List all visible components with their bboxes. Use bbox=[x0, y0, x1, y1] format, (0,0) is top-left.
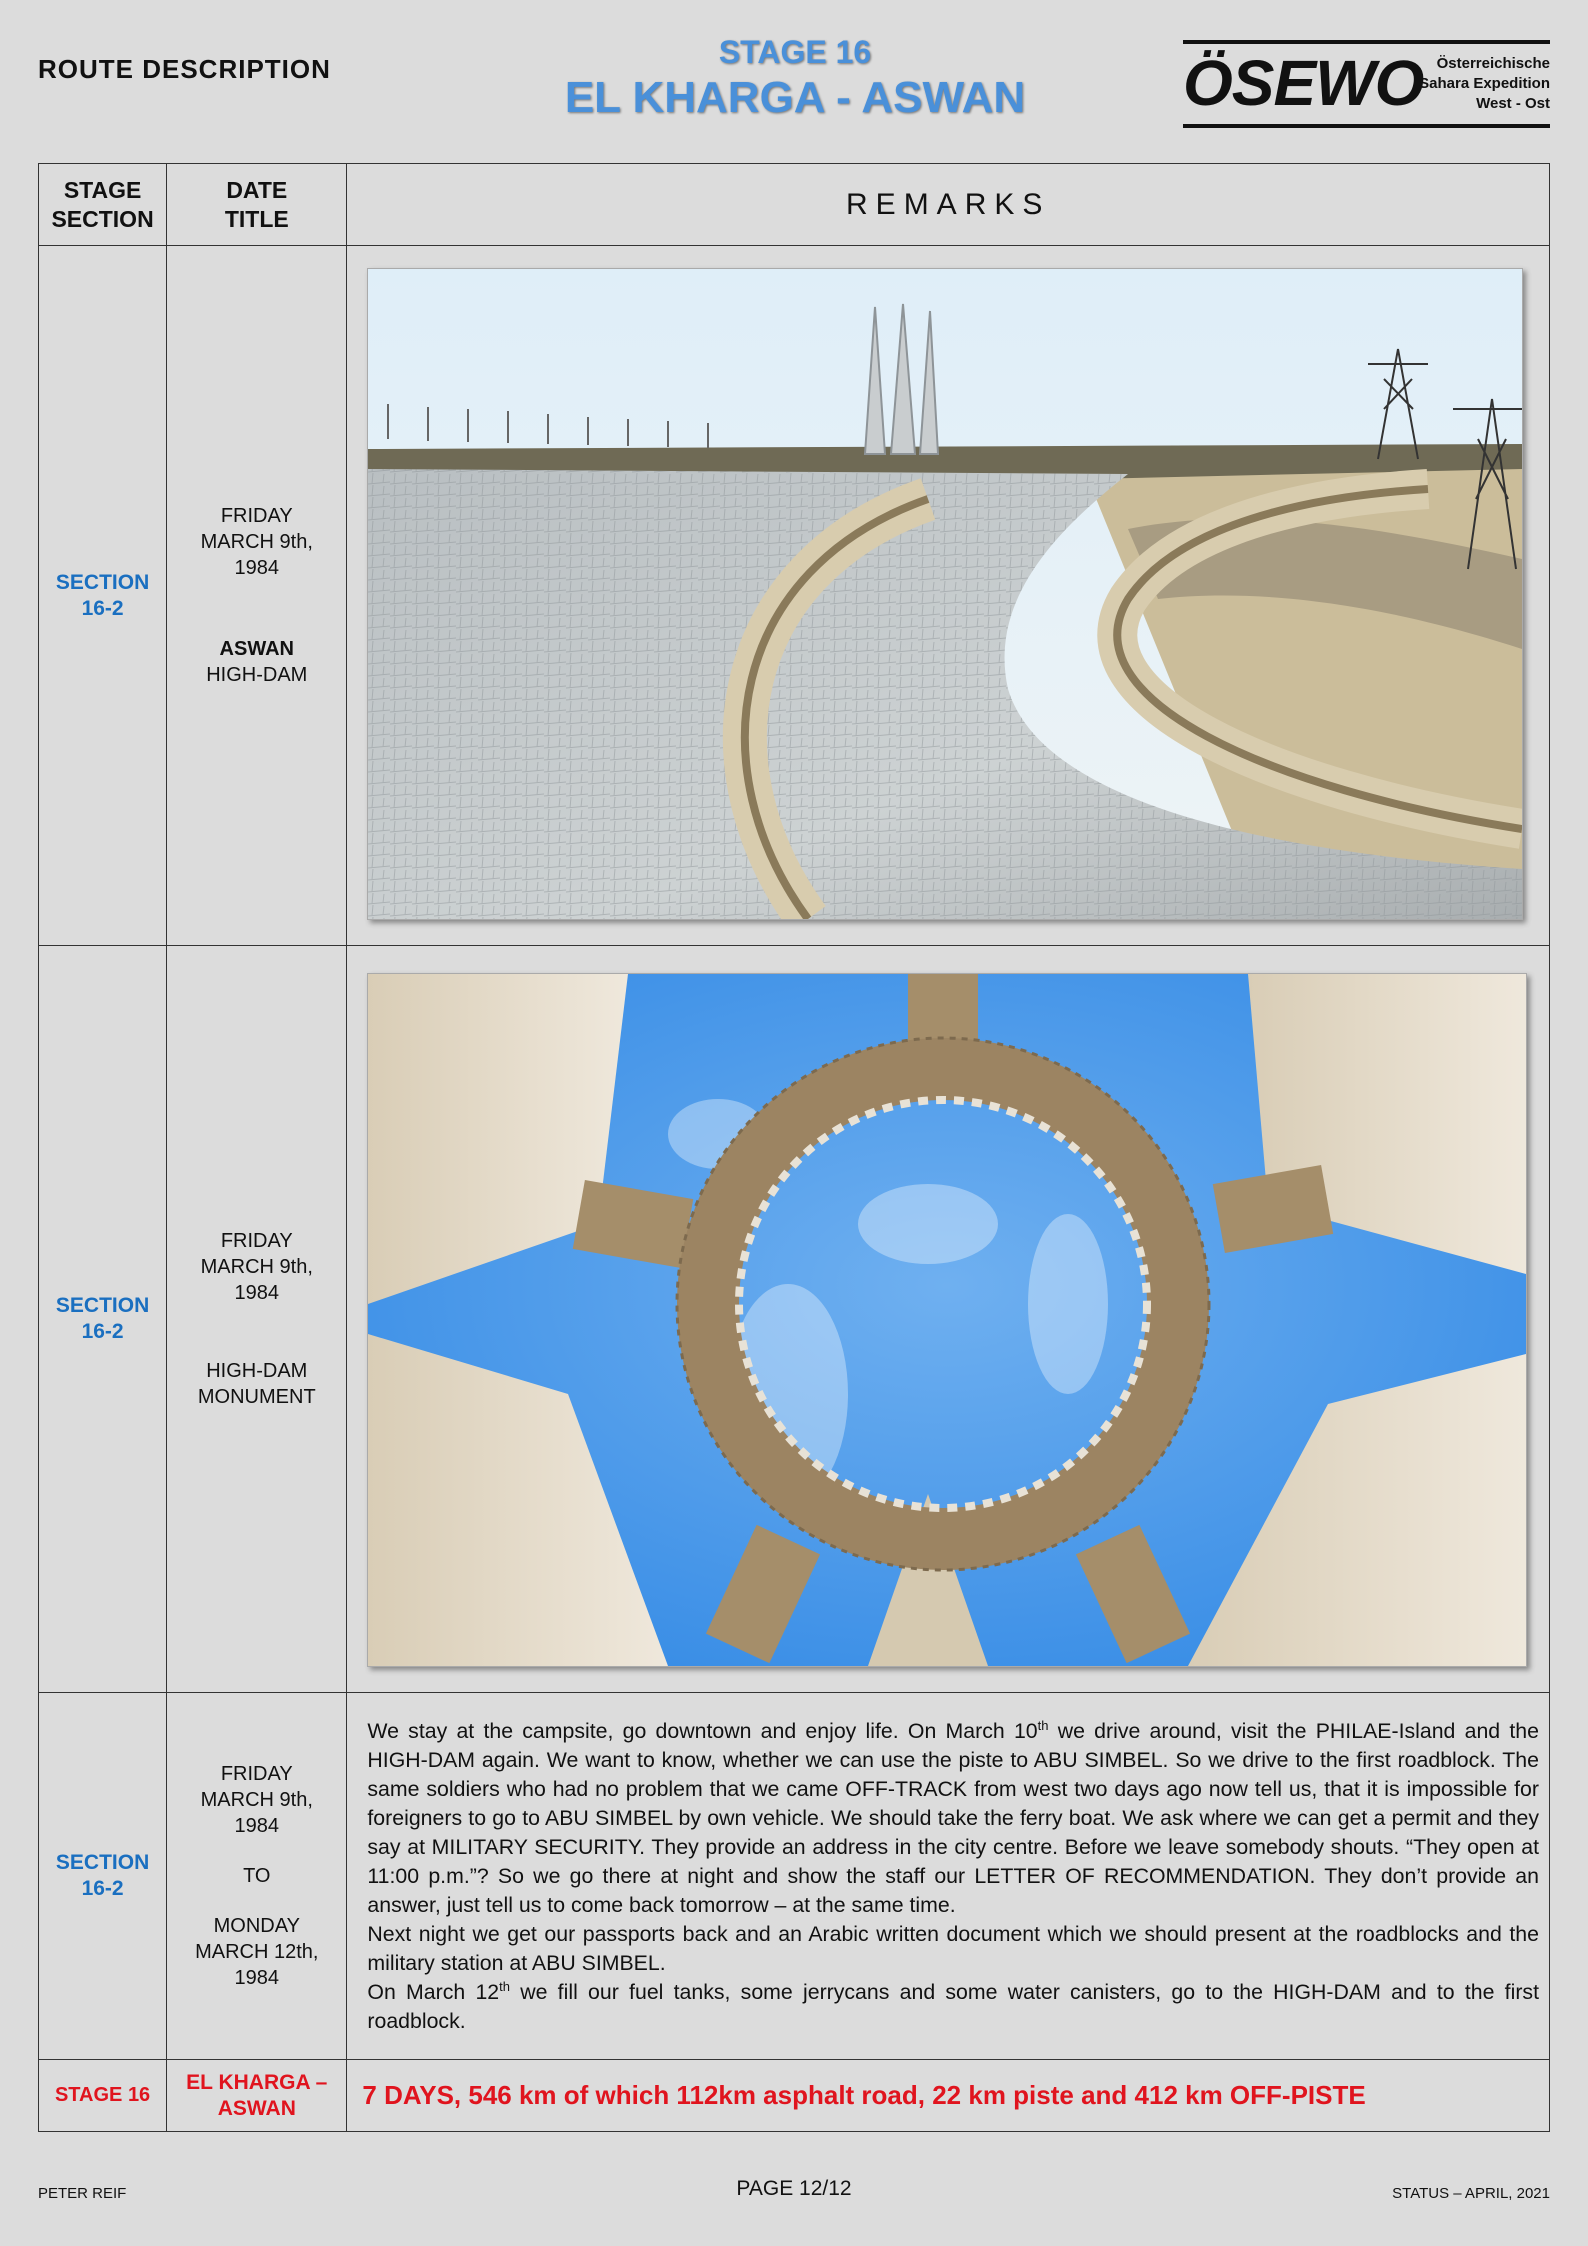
table-row bbox=[39, 1693, 1550, 2060]
summary-stage: STAGE 16 bbox=[39, 2060, 167, 2132]
document-type-label: ROUTE DESCRIPTION bbox=[38, 54, 331, 84]
photo-cell bbox=[347, 946, 1550, 1693]
logo-line-1: Österreichische bbox=[1436, 55, 1550, 72]
header-titles bbox=[430, 34, 1160, 123]
summary-title: EL KHARGA – ASWAN bbox=[167, 2060, 347, 2132]
photo-cell bbox=[347, 246, 1550, 946]
route-table bbox=[38, 163, 1550, 2132]
remarks-paragraph-3: On March 12th we fill our fuel tanks, some jerrycans and some water canisters, go to the HIGH-DAM and to the first roadblock. bbox=[367, 1978, 1539, 2033]
footer-status: STATUS – APRIL, 2021 bbox=[1392, 2185, 1550, 2202]
header-date-title: DATE TITLE bbox=[167, 164, 347, 246]
stage-summary-row bbox=[39, 2060, 1550, 2132]
header-stage-section: STAGE SECTION bbox=[39, 164, 167, 246]
date-title-cell: FRIDAY MARCH 9th, 1984 HIGH-DAM MONUMENT bbox=[167, 946, 347, 1693]
logo-line-2: Sahara Expedition bbox=[1419, 75, 1550, 92]
table-row bbox=[39, 246, 1550, 946]
remarks-paragraph-2: Next night we get our passports back and an Arabic written document which we should present at the roadblocks and the military station at ABU SIMBEL. bbox=[367, 1921, 1539, 1975]
footer-author: PETER REIF bbox=[38, 2185, 127, 2202]
date-title-cell: FRIDAY MARCH 9th, 1984 ASWAN HIGH-DAM bbox=[167, 246, 347, 946]
logo-line-3: West - Ost bbox=[1476, 95, 1550, 112]
stage-number: STAGE 16 bbox=[718, 34, 872, 70]
table-header-row bbox=[39, 164, 1550, 246]
header-remarks: REMARKS bbox=[347, 164, 1550, 246]
logo-mark: ÖSEWO bbox=[1183, 47, 1424, 119]
section-cell: SECTION 16-2 bbox=[39, 1693, 167, 2060]
table-row bbox=[39, 946, 1550, 1693]
remarks-paragraph-1: We stay at the campsite, go downtown and enjoy life. On March 10th we drive around, visit the PHILAE-Island and the HIGH-DAM again. We want to know, whether we can use the piste to ABU SIMBEL. So we drive to the first roadblock. The same soldiers who had no problem that we came OFF-TRACK from west two days ago now tell us, that it is impossible for foreigners to go to ABU SIMBEL by own vehicle. We should take the ferry boat. We ask where we can get a permit and they say at MILITARY SECURITY. They provide an address in the city centre. Before we leave somebody shouts. “They open at 11:00 p.m.”? So we go there at night and show the staff our LETTER OF RECOMMENDATION. They don’t provide an answer, just tell us to come back tomorrow – at the same time. bbox=[367, 1717, 1539, 1917]
summary-text: 7 DAYS, 546 km of which 112km asphalt road, 22 km piste and 412 km OFF-PISTE bbox=[347, 2060, 1550, 2132]
aswan-high-dam-photo bbox=[367, 268, 1523, 920]
logo-subtitle bbox=[1419, 54, 1550, 114]
section-cell: SECTION 16-2 bbox=[39, 946, 167, 1693]
remarks-text-cell bbox=[347, 1693, 1550, 2060]
osewo-logo bbox=[1183, 40, 1550, 128]
date-title-cell: FRIDAY MARCH 9th, 1984 TO MONDAY MARCH 12th, 1984 bbox=[167, 1693, 347, 2060]
section-cell: SECTION 16-2 bbox=[39, 246, 167, 946]
footer-page-number: PAGE 12/12 bbox=[736, 2177, 852, 2200]
stage-title: EL KHARGA - ASWAN bbox=[564, 73, 1026, 122]
high-dam-monument-photo bbox=[367, 973, 1527, 1667]
